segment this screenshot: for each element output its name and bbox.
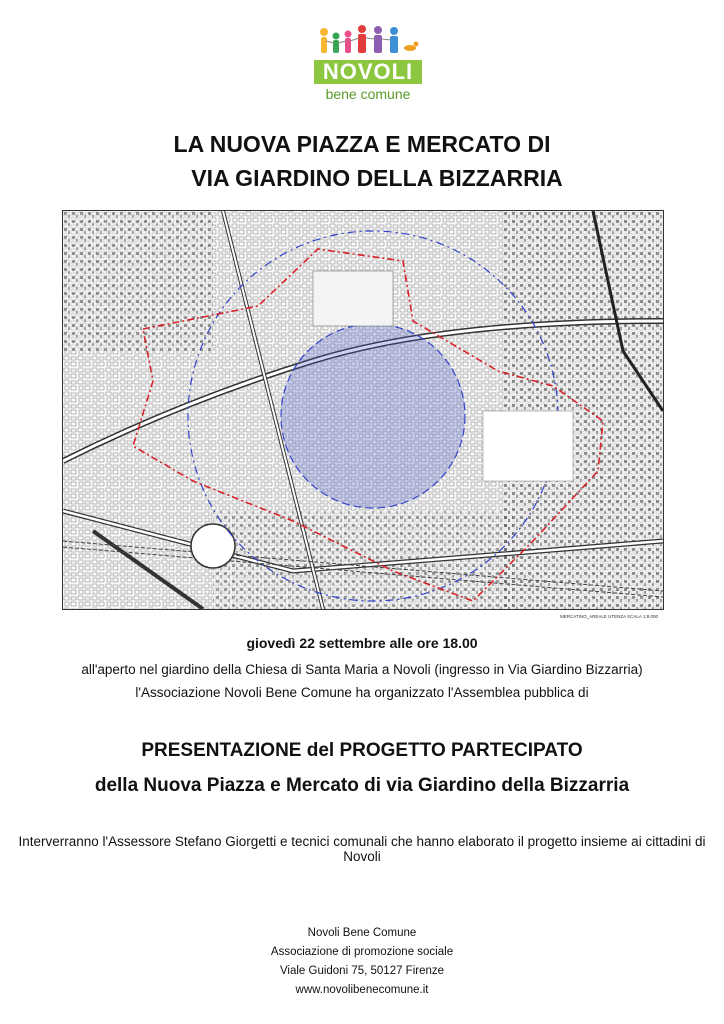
footer-name: Novoli Bene Comune bbox=[307, 927, 417, 939]
event-place: all'aperto nel giardino della Chiesa di Santa Maria a Novoli (ingresso in Via Giardino Bizzarria) bbox=[81, 662, 643, 677]
map-drawing bbox=[63, 211, 663, 609]
logo-subtitle: bene comune bbox=[325, 86, 411, 102]
speakers-text: Interverranno l'Assessore Stefano Giorgetti e tecnici comunali che hanno elaborato il progetto insieme ai cittadini di Novoli bbox=[18, 834, 706, 864]
area-map bbox=[62, 210, 664, 610]
footer-website: www.novolibenecomune.it bbox=[295, 984, 429, 996]
presentation-title: PRESENTAZIONE del PROGETTO PARTECIPATO bbox=[141, 740, 583, 761]
event-organizer: l'Associazione Novoli Bene Comune ha organizzato l'Assemblea pubblica di bbox=[135, 685, 589, 700]
footer bbox=[0, 924, 724, 1000]
logo-wordmark: NOVOLI bbox=[314, 60, 422, 84]
novoli-logo bbox=[300, 24, 430, 110]
footer-type: Associazione di promozione sociale bbox=[270, 946, 454, 958]
footer-address: Viale Guidoni 75, 50127 Firenze bbox=[279, 965, 445, 977]
people-icon bbox=[300, 24, 430, 60]
presentation-subtitle: della Nuova Piazza e Mercato di via Giardino della Bizzarria bbox=[94, 775, 630, 796]
title-line-2: VIA GIARDINO DELLA BIZZARRIA bbox=[191, 165, 563, 191]
event-date: giovedì 22 settembre alle ore 18.00 bbox=[246, 635, 478, 651]
map-caption: MERCATINO_AREALE UTENZA SCALA 1:8.000 bbox=[560, 614, 658, 619]
title-line-1: LA NUOVA PIAZZA E MERCATO DI bbox=[173, 131, 551, 157]
